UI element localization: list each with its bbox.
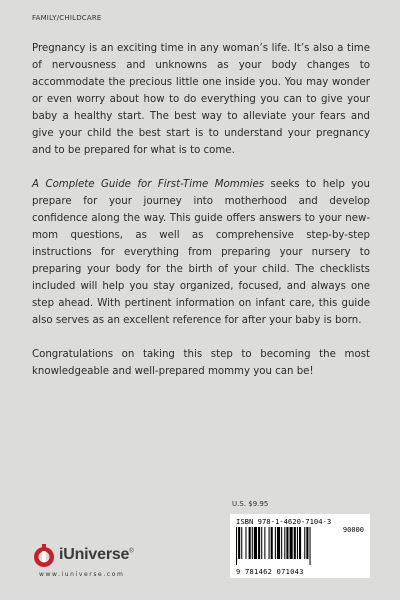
blurb-paragraph-3: Congratulations on taking this step to becoming the most knowledgeable and well-prepared mommy you can be! [32,349,370,377]
book-title: A Complete Guide for First-Time Mommies [32,179,265,190]
category-label: FAMILY/CHILDCARE [32,14,102,22]
blurb-paragraph-2-text: seeks to help you prepare for your journey into motherhood and develop confidence along the way. This guide offers answers to your new-mom questions, as well as comprehensive step-by-step instructions for everything from preparing your nursery to preparing your body for the birth of your child. The checklists included will help you stay organized, focused, and always one step ahead. With pertinent information on infant care, this guide also serves as an excellent reference for after your baby is born. [32,179,370,326]
iuniverse-logo-icon [32,541,56,569]
publisher-name [59,546,133,564]
price-code: 90000 [342,526,364,534]
back-cover-blurb [32,40,370,380]
price-label: U.S. $9.95 [232,500,269,508]
isbn-digits: 9 781462 071043 [236,568,304,576]
blurb-paragraph-1: Pregnancy is an exciting time in any woman’s life. It’s also a time of nervousness and unknowns as your body changes to accommodate the precious little one inside you. You may wonder or even worry about how to do everything you can to give your baby a healthy start. The best way to alleviate your fears and give your child the best start is to understand your pregnancy and to be prepared for what is to come. [32,43,370,156]
blurb-paragraph-2 [32,176,370,329]
publisher-website: www.iuniverse.com [39,571,125,578]
publisher-logo [32,541,133,569]
isbn-label: ISBN 978-1-4620-7104-3 [236,517,332,526]
publisher-name-text: iUniverse [59,546,130,563]
isbn-barcode [230,514,370,578]
registered-mark: ® [129,548,134,555]
